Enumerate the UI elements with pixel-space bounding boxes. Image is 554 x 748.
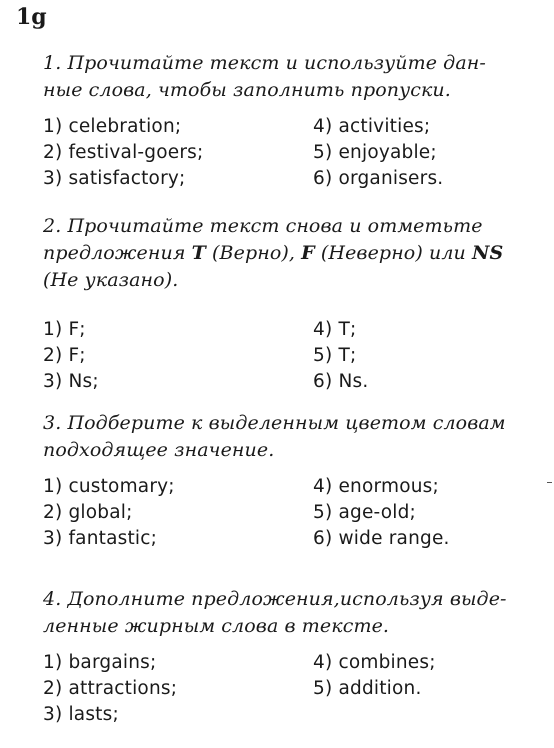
answer-item: 2) festival-goers; <box>43 142 204 163</box>
answer-item: 1) celebration; <box>43 116 182 137</box>
answer-item: 3) Ns; <box>43 371 99 392</box>
instruction-line: 2. Прочитайте текст снова и отметьте <box>43 215 483 237</box>
task-3 <box>43 410 523 552</box>
margin-tick <box>547 482 552 483</box>
task-4-instruction <box>43 586 523 640</box>
answer-item: 5) age-old; <box>313 502 416 523</box>
instruction-line: ленные жирным слова в тексте. <box>43 615 390 637</box>
task-1-instruction <box>43 50 523 104</box>
answer-item: 2) attractions; <box>43 678 178 699</box>
page-label: 1g <box>16 4 47 30</box>
task-1-answers <box>43 114 523 192</box>
answer-item: 3) lasts; <box>43 704 119 725</box>
answer-item: 1) bargains; <box>43 652 157 673</box>
task-2-answers <box>43 317 523 395</box>
instruction-text: (Верно), <box>205 242 302 264</box>
not-stated-marker: NS <box>472 242 504 264</box>
answer-item: 4) T; <box>313 319 357 340</box>
instruction-text: предложения <box>43 242 192 264</box>
instruction-line: (Не указано). <box>43 269 179 291</box>
instruction-line: 1. Прочитайте текст и используйте дан- <box>43 52 486 74</box>
false-marker: F <box>301 242 315 264</box>
answer-item: 3) satisfactory; <box>43 168 186 189</box>
task-4-answers <box>43 650 523 728</box>
answer-item: 5) addition. <box>313 678 422 699</box>
instruction-line: 4. Дополните предложения,используя выде- <box>43 588 507 610</box>
answer-item: 6) organisers. <box>313 168 444 189</box>
answer-item: 3) fantastic; <box>43 528 158 549</box>
instruction-line: ные слова, чтобы заполнить пропуски. <box>43 79 451 101</box>
instruction-line: 3. Подберите к выделенным цветом словам <box>43 412 506 434</box>
answer-item: 5) T; <box>313 345 357 366</box>
answer-item: 6) Ns. <box>313 371 369 392</box>
task-3-answers <box>43 474 523 552</box>
answer-item: 5) enjoyable; <box>313 142 437 163</box>
true-marker: T <box>191 242 206 264</box>
instruction-text: (Неверно) или <box>314 242 473 264</box>
answer-item: 6) wide range. <box>313 528 450 549</box>
task-2-instruction <box>43 213 523 294</box>
answer-item: 2) global; <box>43 502 133 523</box>
answer-item: 4) activities; <box>313 116 431 137</box>
answer-item: 1) F; <box>43 319 86 340</box>
answer-item: 1) customary; <box>43 476 175 497</box>
instruction-line: подходящее значение. <box>43 439 275 461</box>
answer-item: 4) enormous; <box>313 476 439 497</box>
answer-item: 4) combines; <box>313 652 436 673</box>
task-4 <box>43 586 523 728</box>
task-2 <box>43 213 523 395</box>
instruction-line <box>43 240 523 267</box>
task-1 <box>43 50 523 192</box>
answer-item: 2) F; <box>43 345 86 366</box>
task-3-instruction <box>43 410 523 464</box>
